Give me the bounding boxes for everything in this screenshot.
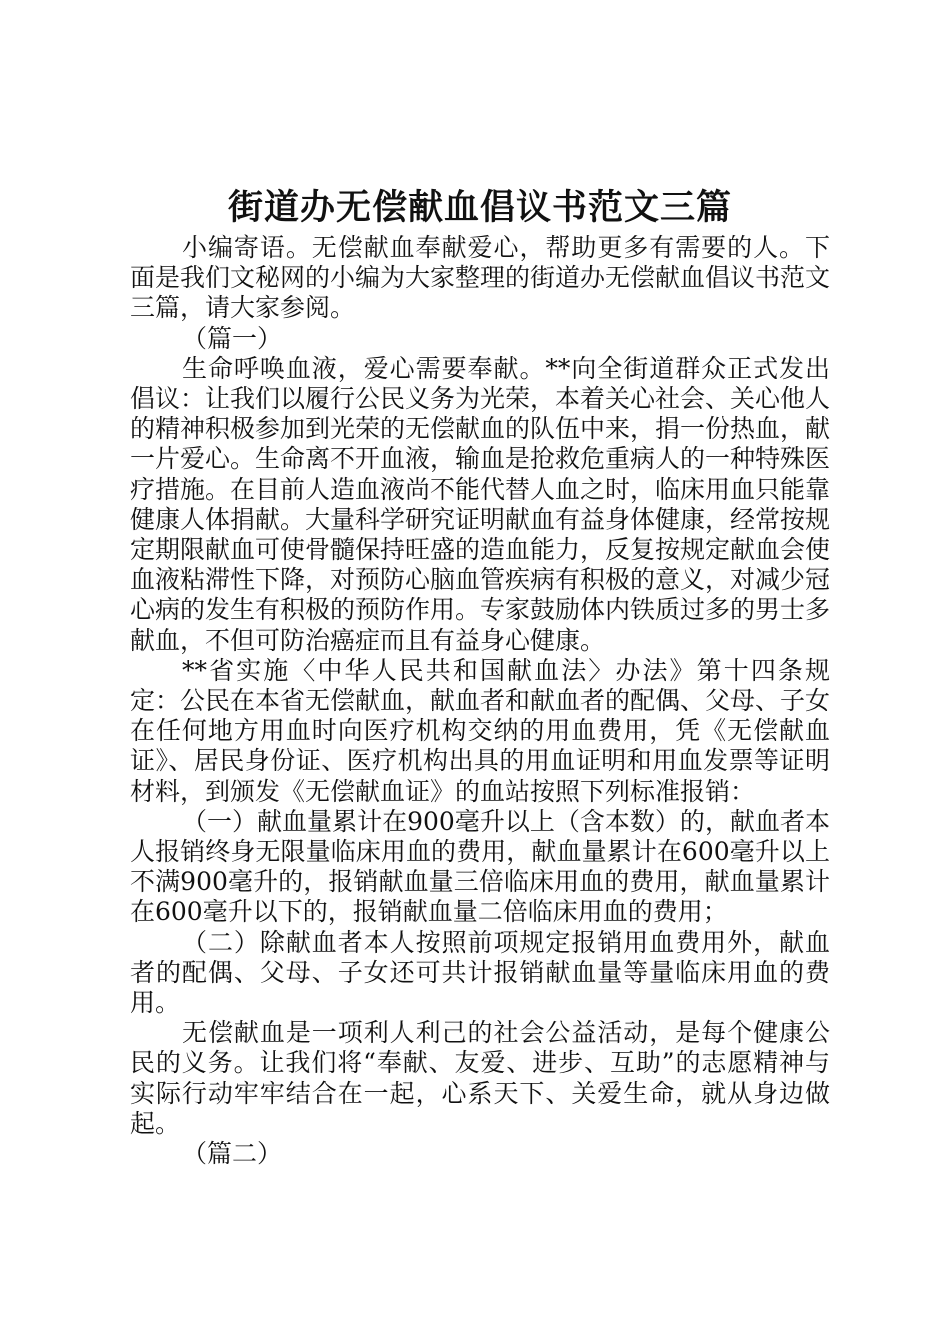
body-paragraph-2: **省实施〈中华人民共和国献血法〉办法》第十四条规定：公民在本省无偿献血，献血者和献血者的配偶、父母、子女在任何地方用血时向医疗机构交纳的用血费用，凭《无偿献血证》、居民身份证、医疗机构出具的用血证明和用血发票等证明材料，到颁发《无偿献血证》的血站按照下列标准报销： <box>130 655 831 806</box>
section-label-1: （篇一） <box>182 323 283 353</box>
body-paragraph-1: 生命呼唤血液，爱心需要奉献。**向全街道群众正式发出倡议：让我们以履行公民义务为光荣，本着关心社会、关心他人的精神积极参加到光荣的无偿献血的队伍中来，捐一份热血，献一片爱心。生命离不开血液，输血是抢救危重病人的一种特殊医疗措施。在目前人造血液尚不能代替人血之时，临床用血只能靠健康人体捐献。大量科学研究证明献血有益身体健康，经常按规定期限献血可使骨髓保持旺盛的造血能力，反复按规定献血会使血液粘滞性下降，对预防心脑血管疾病有积极的意义，对减少冠心病的发生有积极的预防作用。专家鼓励体内铁质过多的男士多献血，不但可防治癌症而且有益身心健康。 <box>130 353 831 655</box>
intro-paragraph: 小编寄语。无偿献血奉献爱心，帮助更多有需要的人。下面是我们文秘网的小编为大家整理的街道办无偿献血倡议书范文三篇，请大家参阅。 <box>130 233 831 323</box>
section-label-2: （篇二） <box>182 1139 283 1169</box>
document-page <box>130 183 830 1169</box>
body-paragraph-4: （二）除献血者本人按照前项规定报销用血费用外，献血者的配偶、父母、子女还可共计报销献血量等量临床用血的费用。 <box>130 927 830 1018</box>
body-paragraph-3: （一）献血量累计在900毫升以上（含本数）的，献血者本人报销终身无限量临床用血的费用，献血量累计在600毫升以上不满900毫升的，报销献血量三倍临床用血的费用，献血量累计在600毫升以下的，报销献血量二倍临床用血的费用； <box>130 806 830 927</box>
body-paragraph-5: 无偿献血是一项利人利己的社会公益活动，是每个健康公民的义务。让我们将“奉献、友爱、进步、互助”的志愿精神与实际行动牢牢结合在一起，心系天下、关爱生命，就从身边做起。 <box>130 1018 830 1138</box>
document-title: 街道办无偿献血倡议书范文三篇 <box>227 187 732 228</box>
